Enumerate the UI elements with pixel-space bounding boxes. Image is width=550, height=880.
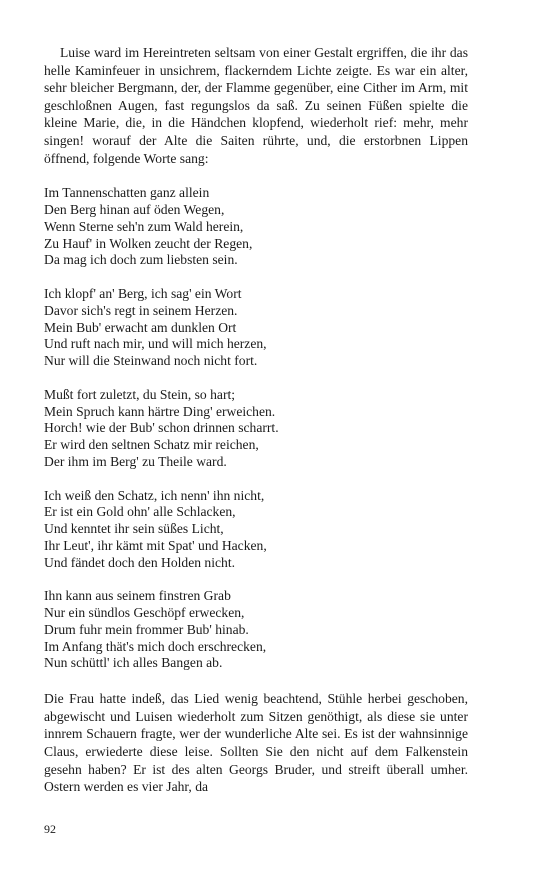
stanza-5 xyxy=(44,588,468,672)
closing-paragraph: Die Frau hatte indeß, das Lied wenig beachtend, Stühle herbei geschoben, abgewischt und Luisen wiederholt zum Sitzen genöthigt, als diese sie unter innrem Schauern fragte, wer der wunderliche Alte sei. Es ist der wahnsinnige Claus, erwiederte diese leise. Sollten Sie den nicht auf dem Falkenstein gesehn haben? Er ist des alten Georgs Bruder, und streift überall umher. Ostern werden es vier Jahr, da xyxy=(44,691,468,795)
verse-line: Horch! wie der Bub' schon drinnen scharrt. xyxy=(44,420,279,436)
verse-line: Davor sich's regt in seinem Herzen. xyxy=(44,302,238,318)
verse-line: Ich klopf' an' Berg, ich sag' ein Wort xyxy=(44,285,242,301)
stanza-gap xyxy=(44,269,468,286)
verse-line: Drum fuhr mein frommer Bub' hinab. xyxy=(44,621,249,637)
verse-line: Ich weiß den Schatz, ich nenn' ihn nicht, xyxy=(44,487,265,503)
verse-line: Und ruft nach mir, und will mich herzen, xyxy=(44,336,267,352)
page-number: 92 xyxy=(44,822,56,836)
stanza-3 xyxy=(44,387,468,471)
verse-line: Im Tannenschatten ganz allein xyxy=(44,185,210,201)
verse-line: Mein Bub' erwacht am dunklen Ort xyxy=(44,319,237,335)
verse-line: Er ist ein Gold ohn' alle Schlacken, xyxy=(44,504,236,520)
verse-line: Zu Hauf' in Wolken zeucht der Regen, xyxy=(44,235,253,251)
verse-line: Der ihm im Berg' zu Theile ward. xyxy=(44,453,227,469)
paragraph-gap xyxy=(44,167,468,185)
page-body xyxy=(44,44,468,796)
verse-line: Im Anfang thät's mich doch erschrecken, xyxy=(44,638,267,654)
stanza-gap xyxy=(44,370,468,387)
verse-line: Ihn kann aus seinem finstren Grab xyxy=(44,588,231,604)
intro-paragraph: Luise ward im Hereintreten seltsam von einer Gestalt ergriffen, die ihr das helle Kaminfeuer in unsichrem, flackerndem Lichte zeigte. Es war ein alter, sehr bleicher Bergmann, der, der Flamme gegenüber, eine Cither im Arm, mit geschloßnen Augen, fast regungslos da saß. Zu seinen Füßen spielte die kleine Marie, die, in die Händchen klopfend, wiederholt rief: mehr, mehr singen! worauf der Alte die Saiten rührte, und, die erstorbnen Lippen öffnend, folgende Worte sang: xyxy=(44,45,468,166)
verse-line: Ihr Leut', ihr kämt mit Spat' und Hacken, xyxy=(44,537,267,553)
verse-line: Da mag ich doch zum liebsten sein. xyxy=(44,252,238,268)
stanza-1 xyxy=(44,185,468,269)
poem xyxy=(44,185,468,672)
stanza-gap xyxy=(44,471,468,488)
stanza-4 xyxy=(44,488,468,572)
verse-line: Mein Spruch kann härtre Ding' erweichen. xyxy=(44,403,276,419)
verse-line: Nur will die Steinwand noch nicht fort. xyxy=(44,353,258,369)
verse-line: Wenn Sterne seh'n zum Wald herein, xyxy=(44,218,244,234)
verse-line: Den Berg hinan auf öden Wegen, xyxy=(44,201,225,217)
verse-line: Er wird den seltnen Schatz mir reichen, xyxy=(44,437,259,453)
verse-line: Nur ein sündlos Geschöpf erwecken, xyxy=(44,605,245,621)
stanza-gap xyxy=(44,571,468,588)
verse-line: Mußt fort zuletzt, du Stein, so hart; xyxy=(44,386,236,402)
verse-line: Und kenntet ihr sein süßes Licht, xyxy=(44,521,224,537)
verse-line: Nun schüttl' ich alles Bangen ab. xyxy=(44,655,223,671)
verse-line: Und fändet doch den Holden nicht. xyxy=(44,554,236,570)
paragraph-gap xyxy=(44,672,468,690)
stanza-2 xyxy=(44,286,468,370)
